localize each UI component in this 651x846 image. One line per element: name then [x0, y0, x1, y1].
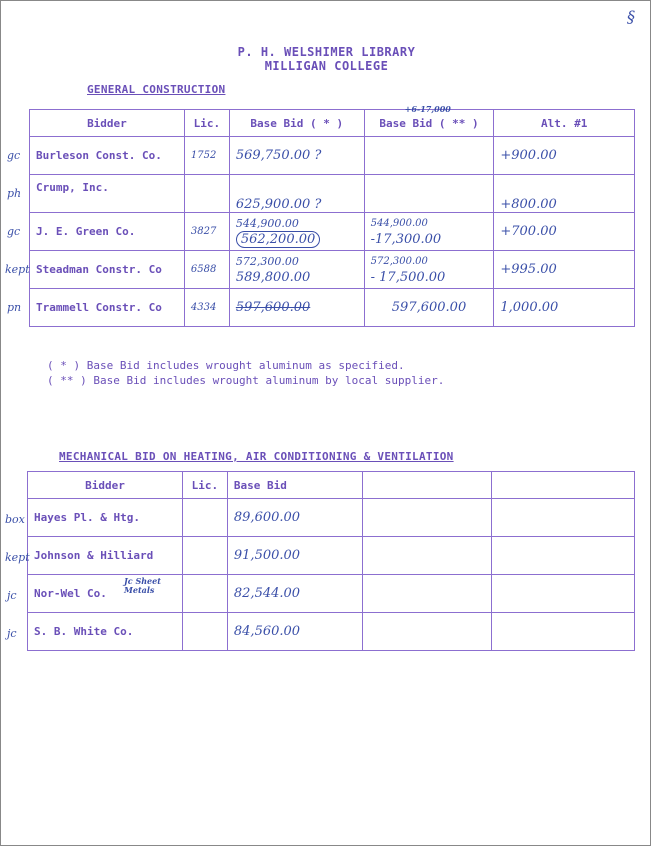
footnote-2: ( ** ) Base Bid includes wrought aluminum by local supplier. [47, 374, 445, 387]
base-bid-cell: 89,600.00 [227, 499, 362, 537]
col-base-bid-2: +6-17,000 Base Bid ( ** ) [364, 110, 494, 137]
bidder-cell: J. E. Green Co. [30, 213, 185, 251]
table-header-row [28, 472, 635, 499]
bidder-cell: Hayes Pl. & Htg. [28, 499, 183, 537]
margin-initials: pn [7, 301, 22, 314]
lic-cell: 4334 [184, 289, 229, 327]
margin-initials: gc [7, 225, 21, 238]
table-row [30, 137, 635, 175]
table-row [28, 613, 635, 651]
col-lic: Lic. [182, 472, 227, 499]
alt-1-cell: 1,000.00 [494, 289, 635, 327]
margin-initials: gc [7, 149, 21, 162]
bidder-cell: Crump, Inc. [30, 175, 185, 213]
bidder-cell: Burleson Const. Co. [30, 137, 185, 175]
bidder-cell: S. B. White Co. [28, 613, 183, 651]
bidder-cell: Nor-Wel Co. Jc Sheet Metals [28, 575, 183, 613]
table-row [28, 537, 635, 575]
base-bid-2-cell: 597,600.00 [364, 289, 494, 327]
table-row [30, 251, 635, 289]
col-alt-1: Alt. #1 [494, 110, 635, 137]
lic-cell: 6588 [184, 251, 229, 289]
lic-cell [184, 175, 229, 213]
margin-initials: kept [5, 263, 30, 276]
circled-amount: 562,200.00 [236, 231, 320, 248]
footnote-1: ( * ) Base Bid includes wrought aluminum as specified. [47, 359, 405, 372]
col-bidder: Bidder [30, 110, 185, 137]
margin-initials: box [5, 513, 25, 526]
base-bid-2-cell: 544,900.00 -17,300.00 [364, 213, 494, 251]
base-bid-1-cell: 572,300.00 589,800.00 [229, 251, 364, 289]
alt-1-cell: +800.00 [494, 175, 635, 213]
mechanical-bid-heading: MECHANICAL BID ON HEATING, AIR CONDITIONING & VENTILATION [59, 450, 454, 463]
bidder-cell: Johnson & Hilliard [28, 537, 183, 575]
margin-initials: ph [7, 187, 22, 200]
bidder-cell: Steadman Constr. Co [30, 251, 185, 289]
col-bidder: Bidder [28, 472, 183, 499]
mechanical-bid-table [27, 471, 635, 651]
base-bid-cell: 84,560.00 [227, 613, 362, 651]
base-bid-cell: 91,500.00 [227, 537, 362, 575]
col-base-bid-1: Base Bid ( * ) [229, 110, 364, 137]
handwritten-note: Jc Sheet Metals [124, 576, 161, 595]
base-bid-cell: 82,544.00 [227, 575, 362, 613]
table-row [30, 175, 635, 213]
base-bid-2-cell [364, 175, 494, 213]
margin-initials: jc [7, 627, 17, 640]
base-bid-2-cell [364, 137, 494, 175]
col-empty [362, 472, 492, 499]
alt-1-cell: +995.00 [494, 251, 635, 289]
table-row [28, 499, 635, 537]
base-bid-2-note: +6-17,000 [404, 104, 451, 114]
col-empty [492, 472, 635, 499]
bidder-cell: Trammell Constr. Co [30, 289, 185, 327]
lic-cell: 1752 [184, 137, 229, 175]
margin-initials: jc [7, 589, 17, 602]
college-title: MILLIGAN COLLEGE [264, 59, 389, 73]
base-bid-1-cell: 569,750.00 ? [229, 137, 364, 175]
general-construction-heading: GENERAL CONSTRUCTION [87, 83, 226, 96]
table-header-row [30, 110, 635, 137]
margin-initials: kept [5, 551, 30, 564]
table-row [30, 289, 635, 327]
table-row [28, 575, 635, 613]
general-construction-table [29, 104, 635, 327]
col-base-bid: Base Bid [227, 472, 362, 499]
alt-1-cell: +700.00 [494, 213, 635, 251]
table-row [30, 213, 635, 251]
alt-1-cell: +900.00 [494, 137, 635, 175]
lic-cell: 3827 [184, 213, 229, 251]
base-bid-1-cell: 544,900.00 562,200.00 [229, 213, 364, 251]
base-bid-2-cell: 572,300.00 - 17,500.00 [364, 251, 494, 289]
corner-mark: § [627, 7, 635, 26]
base-bid-1-cell: 625,900.00 ? [229, 175, 364, 213]
library-title: P. H. WELSHIMER LIBRARY [237, 45, 416, 59]
col-lic: Lic. [184, 110, 229, 137]
base-bid-1-cell: 597,600.00 [229, 289, 364, 327]
